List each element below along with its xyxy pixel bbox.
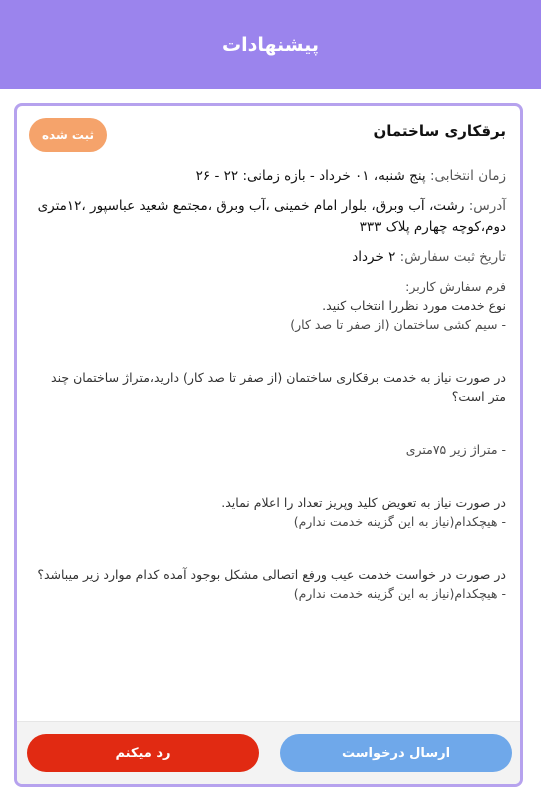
selected-time [31, 166, 506, 187]
selected-time-label: زمان انتخابی: [429, 168, 506, 184]
form-title: فرم سفارش کاربر: [405, 279, 506, 294]
status-badge: ثبت شده [29, 118, 107, 152]
selected-time-value: پنج شنبه، ۰۱ خرداد - بازه زمانی: ۲۲ - ۲۶ [195, 168, 426, 184]
reject-button[interactable]: رد میکنم [27, 734, 259, 772]
service-title: برقکاری ساختمان [373, 122, 506, 140]
user-order-form [31, 277, 506, 603]
order-date-label: تاریخ ثبت سفارش: [399, 249, 506, 265]
form-answer-4: - هیچکدام(نیاز به این گزینه خدمت ندارم) [293, 586, 506, 601]
address-value: رشت، آب وبرق، بلوار امام خمینی ،آب وبرق ،مجتمع شعید عباسپور ،۱۲متری دوم،کوچه چهارم پلاک ۳۳۳ [37, 198, 506, 235]
form-question-4: در صورت در خواست خدمت عیب ورفع اتصالی مشکل بوجود آمده کدام موارد زیر میباشد؟ [37, 567, 506, 582]
order-date [31, 247, 506, 268]
proposal-card [14, 103, 523, 787]
form-answer-3: - هیچکدام(نیاز به این گزینه خدمت ندارم) [293, 514, 506, 529]
form-question-2: در صورت نیاز به خدمت برقکاری ساختمان (از صفر تا صد کار) دارید،متراژ ساختمان چند متر است؟ [51, 370, 506, 404]
form-question-1: نوع خدمت مورد نظررا انتخاب کنید. [322, 298, 506, 313]
address [31, 196, 506, 238]
card-content [31, 166, 506, 603]
form-answer-2: - متراژ زیر ۷۵متری [405, 442, 506, 457]
page-title: پیشنهادات [221, 33, 319, 56]
top-header [0, 0, 541, 89]
form-answer-1: - سیم کشی ساختمان (از صفر تا صد کار) [290, 317, 506, 332]
send-request-button[interactable]: ارسال درخواست [280, 734, 512, 772]
form-question-3: در صورت نیاز به تعویض کلید وپریز تعداد را اعلام نماید. [221, 495, 506, 510]
order-date-value: ۲ خرداد [352, 249, 396, 265]
address-label: آدرس: [468, 198, 506, 214]
